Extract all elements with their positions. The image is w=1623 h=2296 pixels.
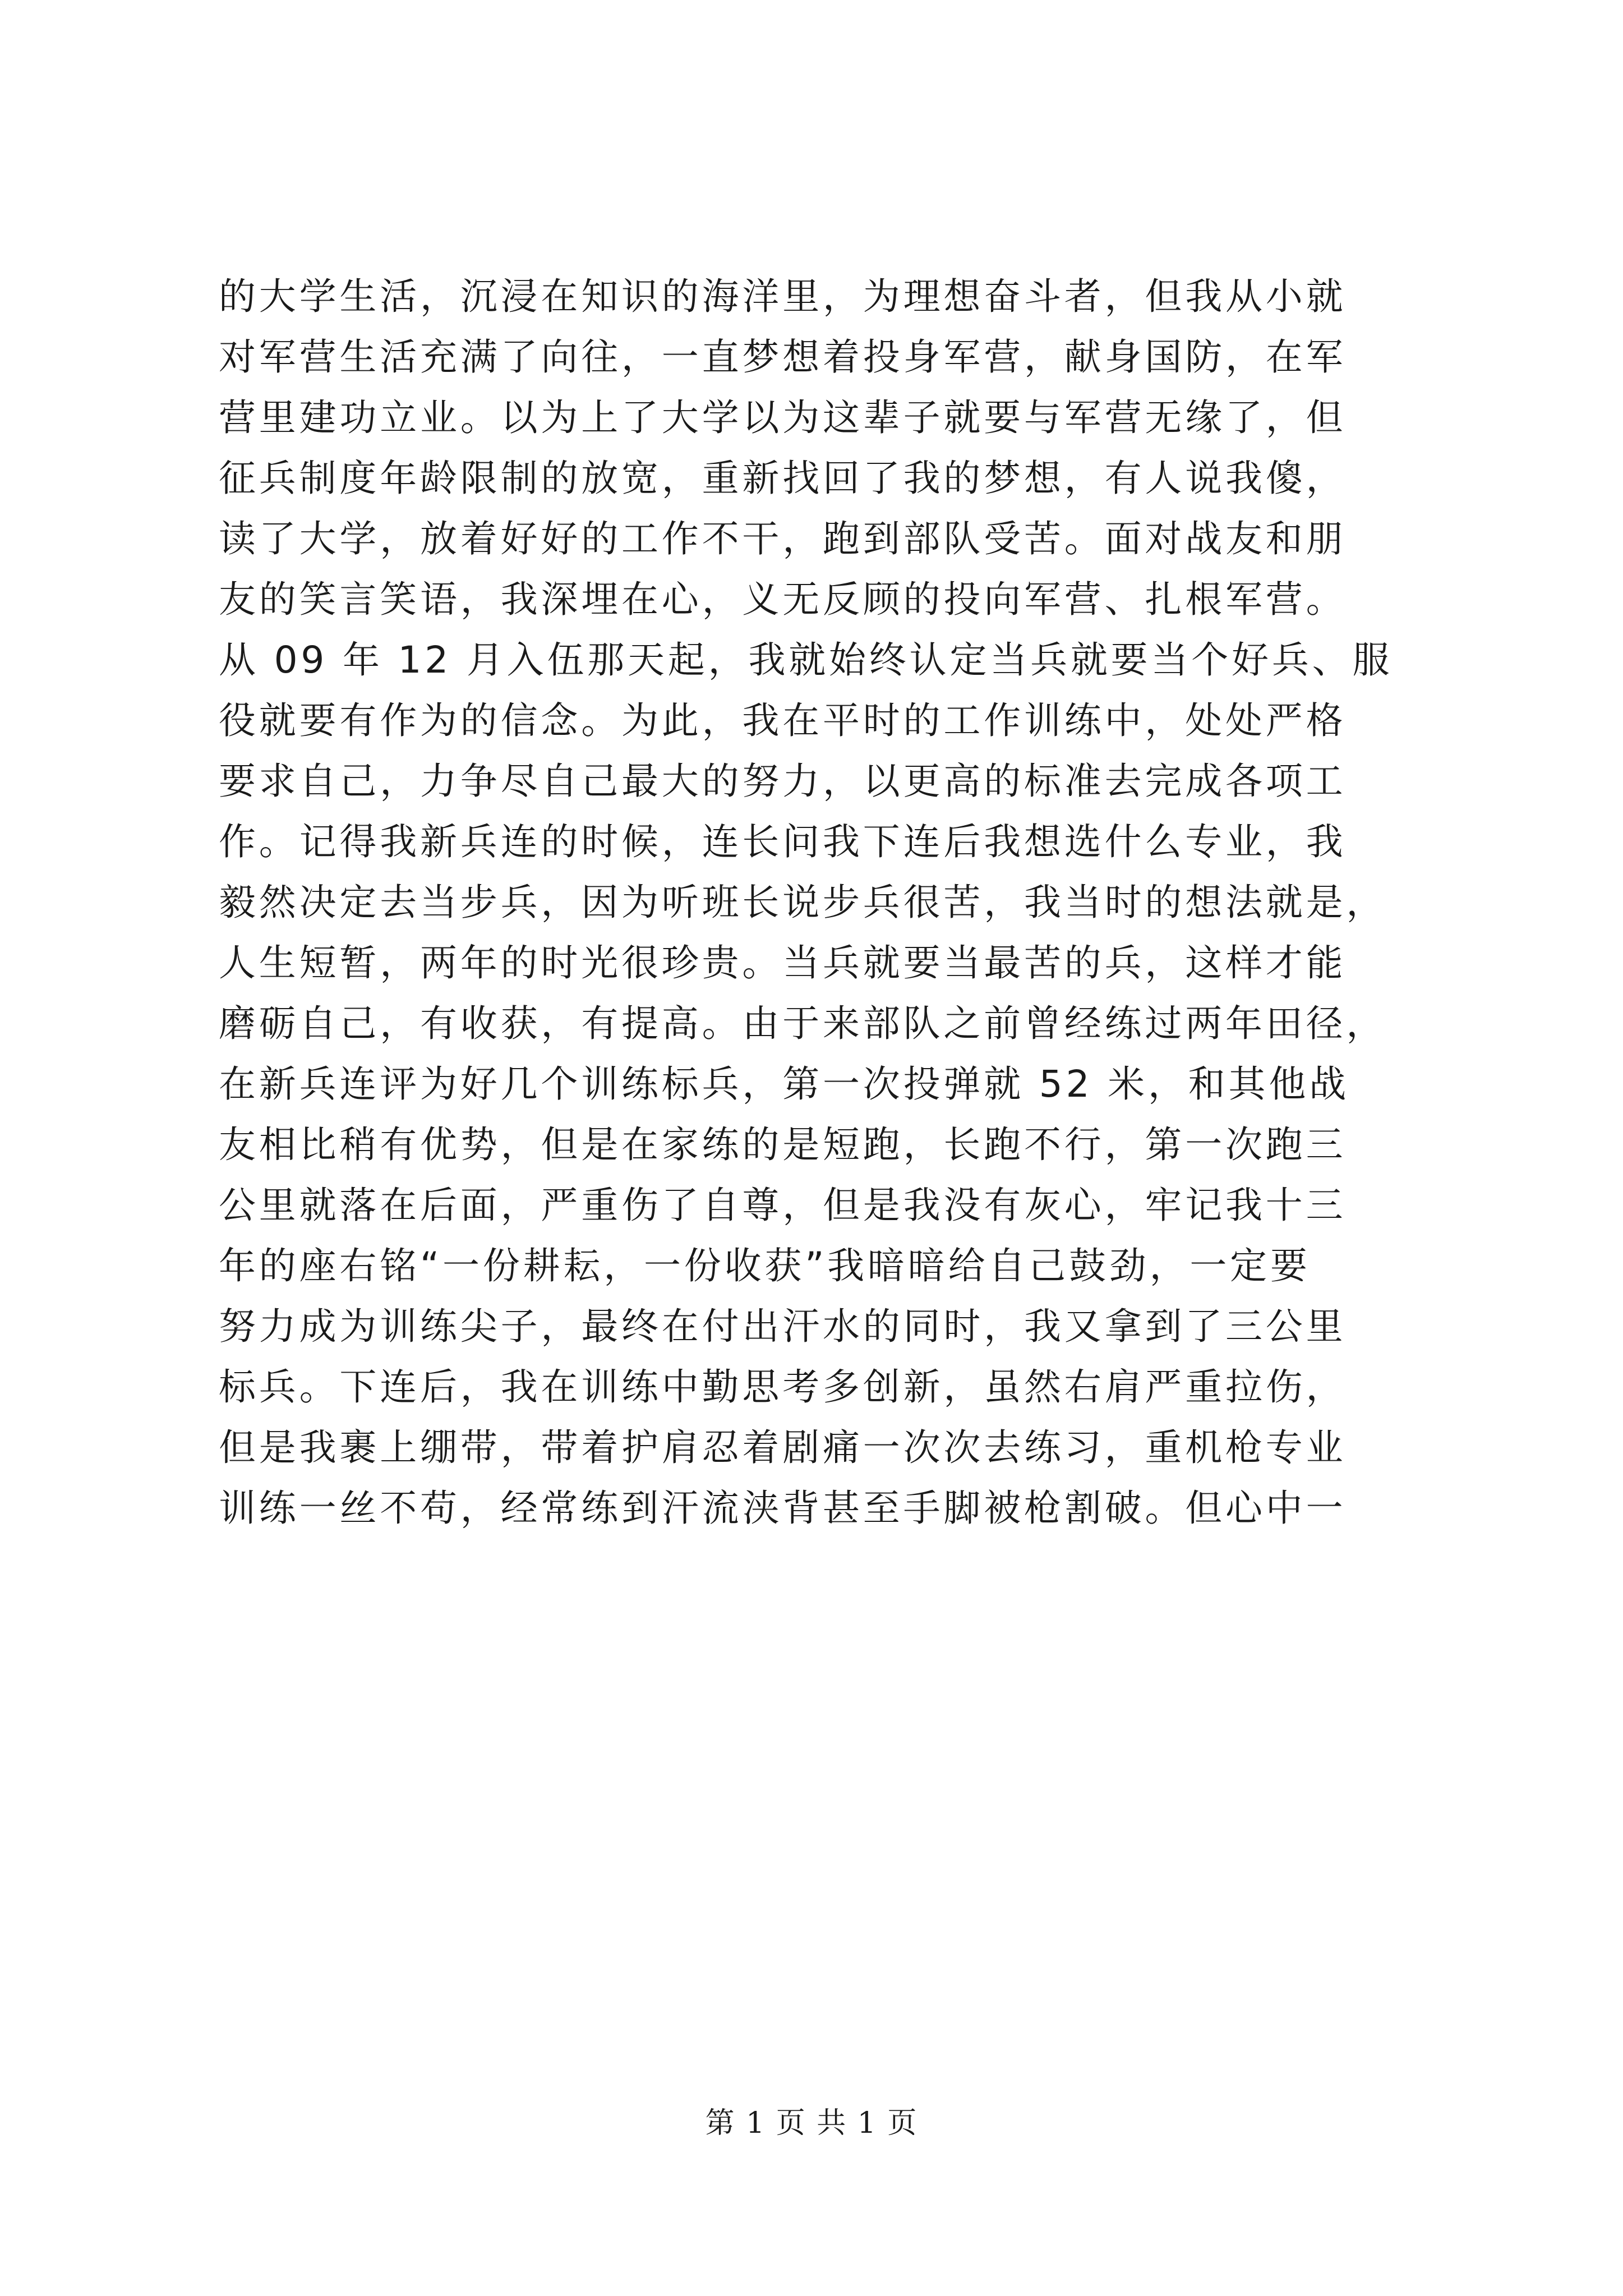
text-line: 磨砺自己，有收获，有提高。由于来部队之前曾经练过两年田径，	[219, 1002, 1387, 1045]
text-line: 读了大学，放着好好的工作不干，跑到部队受苦。面对战友和朋	[219, 517, 1347, 560]
text-line: 人生短暂，两年的时光很珍贵。当兵就要当最苦的兵，这样才能	[219, 941, 1347, 984]
text-line: 要求自己，力争尽自己最大的努力，以更高的标准去完成各项工	[219, 760, 1347, 803]
text-line: 作。记得我新兵连的时候，连长问我下连后我想选什么专业，我	[219, 820, 1347, 863]
text-line: 对军营生活充满了向往，一直梦想着投身军营，献身国防，在军	[219, 335, 1347, 379]
text-line: 友相比稍有优势，但是在家练的是短跑，长跑不行，第一次跑三	[219, 1123, 1347, 1166]
text-line: 但是我裹上绷带，带着护肩忍着剧痛一次次去练习，重机枪专业	[219, 1426, 1347, 1469]
text-line: 征兵制度年龄限制的放宽，重新找回了我的梦想，有人说我傻，	[219, 457, 1347, 500]
text-line: 年的座右铭“一份耕耘，一份收获”我暗暗给自己鼓劲，一定要	[219, 1244, 1311, 1287]
page-indicator: 第 1 页 共 1 页	[705, 2106, 918, 2140]
text-line: 在新兵连评为好几个训练标兵，第一次投弹就 52 米，和其他战	[219, 1062, 1349, 1106]
page-footer	[0, 2099, 1623, 2141]
text-line: 训练一丝不苟，经常练到汗流浃背甚至手脚被枪割破。但心中一	[219, 1487, 1347, 1530]
text-line: 标兵。下连后，我在训练中勤思考多创新，虽然右肩严重拉伤，	[219, 1365, 1347, 1409]
text-line: 努力成为训练尖子，最终在付出汗水的同时，我又拿到了三公里	[219, 1305, 1347, 1348]
text-line: 公里就落在后面，严重伤了自尊，但是我没有灰心，牢记我十三	[219, 1184, 1347, 1227]
text-line: 的大学生活，沉浸在知识的海洋里，为理想奋斗者，但我从小就	[219, 275, 1347, 318]
body-text	[219, 266, 1408, 1539]
text-line: 役就要有作为的信念。为此，我在平时的工作训练中，处处严格	[219, 699, 1347, 742]
text-line: 友的笑言笑语，我深埋在心，义无反顾的投向军营、扎根军营。	[219, 578, 1347, 621]
text-line: 毅然决定去当步兵，因为听班长说步兵很苦，我当时的想法就是，	[219, 881, 1387, 924]
text-line: 营里建功立业。以为上了大学以为这辈子就要与军营无缘了，但	[219, 396, 1347, 439]
text-line: 从 09 年 12 月入伍那天起，我就始终认定当兵就要当个好兵、服	[219, 638, 1393, 682]
